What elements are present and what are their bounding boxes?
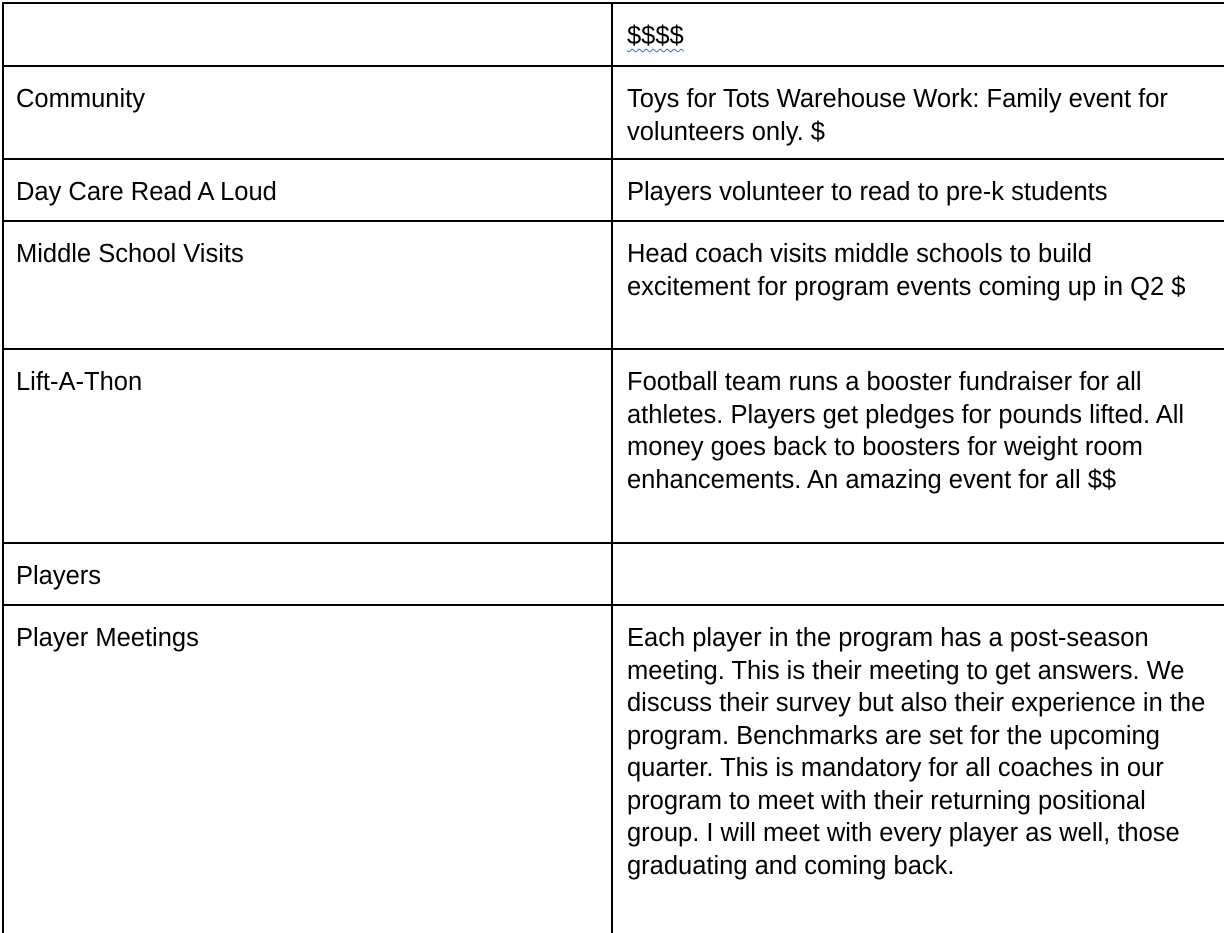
table-cell-description: Each player in the program has a post-season meeting. This is their meeting to get answers. We discuss their survey but also their experience in the program. Benchmarks are set for the upcoming quarter. This is mandatory for all coaches in our program to meet with their returning positional group. I will meet with every player as well, those graduating and coming back. bbox=[612, 605, 1224, 933]
table-cell-label: Player Meetings bbox=[3, 605, 612, 933]
document-table bbox=[2, 2, 1224, 933]
spellcheck-text: $$$$ bbox=[627, 22, 684, 50]
table-cell-description: Toys for Tots Warehouse Work: Family event for volunteers only. $ bbox=[612, 66, 1224, 159]
table-cell-label: Middle School Visits bbox=[3, 221, 612, 349]
table-cell-label: Players bbox=[3, 543, 612, 605]
table-cell-description bbox=[612, 3, 1224, 66]
table-row bbox=[3, 159, 1224, 221]
table-row bbox=[3, 543, 1224, 605]
table-cell-description bbox=[612, 543, 1224, 605]
table-cell-label: Community bbox=[3, 66, 612, 159]
table-row bbox=[3, 3, 1224, 66]
table-cell-description: Players volunteer to read to pre-k students bbox=[612, 159, 1224, 221]
table-row bbox=[3, 349, 1224, 543]
table-cell-label: Lift-A-Thon bbox=[3, 349, 612, 543]
table-cell-label bbox=[3, 3, 612, 66]
table-cell-label: Day Care Read A Loud bbox=[3, 159, 612, 221]
table-cell-description: Football team runs a booster fundraiser for all athletes. Players get pledges for pounds lifted. All money goes back to boosters for weight room enhancements. An amazing event for all $$ bbox=[612, 349, 1224, 543]
table-row bbox=[3, 221, 1224, 349]
table-row bbox=[3, 66, 1224, 159]
table-cell-description: Head coach visits middle schools to build excitement for program events coming up in Q2 $ bbox=[612, 221, 1224, 349]
table-row bbox=[3, 605, 1224, 933]
